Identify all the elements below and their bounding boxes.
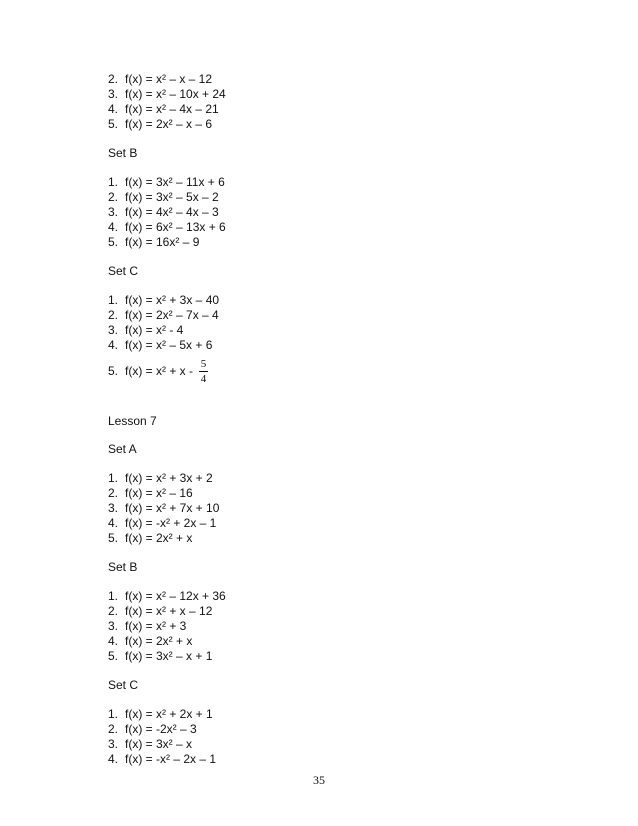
item-function: f(x) = 2x² – x – 6 (125, 117, 213, 131)
lesson7-set-a-list (108, 471, 548, 546)
fraction (199, 358, 208, 385)
fraction-bar (199, 371, 208, 372)
item-number: 1. (108, 293, 119, 307)
item-function: f(x) = 2x² + x (125, 634, 193, 648)
list-item (108, 356, 548, 386)
lesson-7-heading: Lesson 7 (108, 414, 157, 428)
item-function: f(x) = x² – 4x – 21 (125, 102, 219, 116)
item-number: 1. (108, 175, 119, 189)
item-function: f(x) = 2x² – 7x – 4 (125, 308, 219, 322)
lesson6-set-c-list (108, 293, 548, 386)
item-function: f(x) = x² + 2x + 1 (125, 707, 213, 721)
lesson7-set-b-list (108, 589, 548, 664)
list-item (108, 649, 548, 664)
item-number: 2. (108, 722, 119, 736)
list-item (108, 516, 548, 531)
item-number: 4. (108, 102, 119, 116)
item-function: f(x) = x² - 4 (125, 323, 184, 337)
item-number: 3. (108, 205, 119, 219)
item-function: f(x) = x² – 12x + 36 (125, 589, 226, 603)
item-number: 5. (108, 235, 119, 249)
list-item (108, 117, 548, 132)
item-number: 2. (108, 308, 119, 322)
set-a-heading: Set A (108, 442, 137, 456)
item-function: f(x) = x² + 3x + 2 (125, 471, 213, 485)
item-number: 1. (108, 707, 119, 721)
item-function: f(x) = x² – 10x + 24 (125, 87, 226, 101)
list-item (108, 531, 548, 546)
item-number: 3. (108, 323, 119, 337)
list-item (108, 619, 548, 634)
item-function: f(x) = 4x² – 4x – 3 (125, 205, 219, 219)
list-item (108, 175, 548, 190)
item-function: f(x) = -x² + 2x – 1 (125, 516, 217, 530)
item-number: 3. (108, 501, 119, 515)
lesson6-set-b-list (108, 175, 548, 250)
fraction-denominator: 4 (200, 372, 207, 385)
item-number: 3. (108, 87, 119, 101)
list-item (108, 707, 548, 722)
item-function: f(x) = x² – x – 12 (125, 72, 213, 86)
item-function: f(x) = x² – 16 (125, 486, 193, 500)
item-function: f(x) = x² + x – 12 (125, 604, 213, 618)
list-item (108, 102, 548, 117)
lesson7-set-c-list (108, 707, 548, 767)
item-number: 3. (108, 737, 119, 751)
list-item (108, 737, 548, 752)
set-b-heading: Set B (108, 560, 138, 574)
page-content (108, 72, 548, 767)
item-number: 4. (108, 752, 119, 766)
item-number: 2. (108, 190, 119, 204)
item-number: 3. (108, 619, 119, 633)
item-function: f(x) = 2x² + x (125, 531, 193, 545)
list-item (108, 205, 548, 220)
item-number: 5. (108, 117, 119, 131)
item-function: f(x) = -2x² – 3 (125, 722, 197, 736)
list-item (108, 235, 548, 250)
item-function: f(x) = x² + 3x – 40 (125, 293, 220, 307)
item-function: f(x) = 3x² – x + 1 (125, 649, 213, 663)
item-number: 1. (108, 471, 119, 485)
item-function: f(x) = 3x² – 5x – 2 (125, 190, 219, 204)
list-item (108, 87, 548, 102)
set-c-heading: Set C (108, 678, 139, 692)
item-function: f(x) = x² + x - (125, 363, 194, 378)
item-function: f(x) = 3x² – x (125, 737, 193, 751)
page-number: 35 (313, 773, 325, 787)
item-function: f(x) = x² + 3 (125, 619, 187, 633)
list-item (108, 220, 548, 235)
item-function: f(x) = 16x² – 9 (125, 235, 200, 249)
list-item (108, 323, 548, 338)
lesson6-set-a-list (108, 72, 548, 132)
fraction-numerator: 5 (200, 357, 207, 370)
list-item (108, 604, 548, 619)
list-item (108, 293, 548, 308)
item-number: 4. (108, 634, 119, 648)
list-item (108, 338, 548, 353)
item-number: 4. (108, 516, 119, 530)
item-number: 4. (108, 338, 119, 352)
item-function: f(x) = 6x² – 13x + 6 (125, 220, 226, 234)
set-c-heading: Set C (108, 264, 139, 278)
item-function: f(x) = -x² – 2x – 1 (125, 752, 217, 766)
item-function: f(x) = 3x² – 11x + 6 (125, 175, 225, 189)
item-number: 2. (108, 604, 119, 618)
item-number: 5. (108, 363, 119, 378)
item-number: 1. (108, 589, 119, 603)
item-function: f(x) = x² – 5x + 6 (125, 338, 213, 352)
list-item (108, 752, 548, 767)
list-item (108, 589, 548, 604)
item-number: 5. (108, 649, 119, 663)
list-item (108, 722, 548, 737)
item-number: 5. (108, 531, 119, 545)
list-item (108, 190, 548, 205)
list-item (108, 72, 548, 87)
item-number: 2. (108, 72, 119, 86)
list-item (108, 501, 548, 516)
list-item (108, 486, 548, 501)
list-item (108, 308, 548, 323)
item-number: 2. (108, 486, 119, 500)
item-function: f(x) = x² + 7x + 10 (125, 501, 220, 515)
list-item (108, 471, 548, 486)
item-number: 4. (108, 220, 119, 234)
set-b-heading: Set B (108, 146, 138, 160)
list-item (108, 634, 548, 649)
